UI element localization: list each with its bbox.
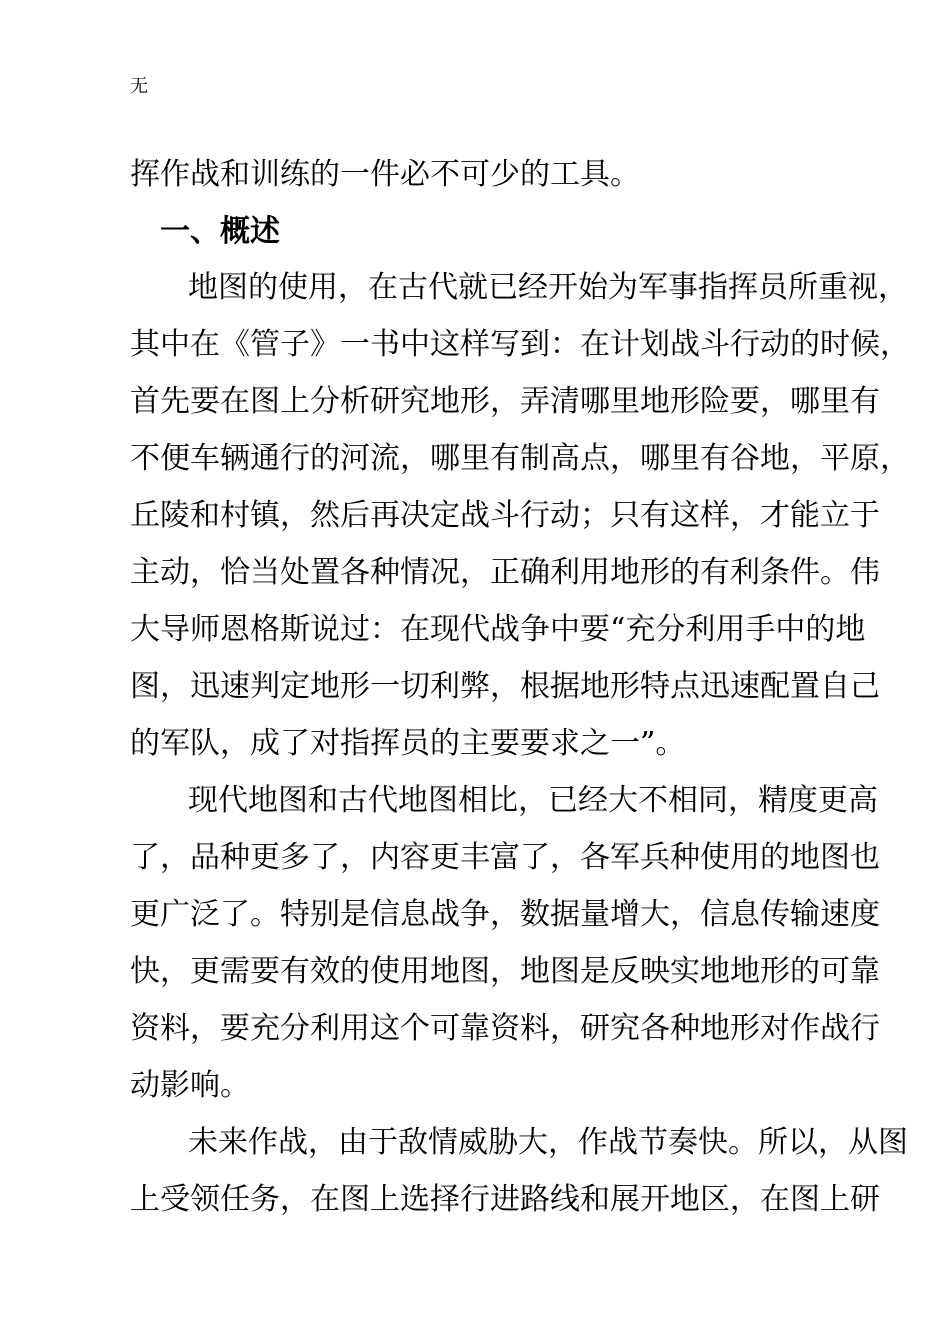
section-heading: 一、概述 <box>160 214 280 249</box>
text-line: 挥作战和训练的一件必不可少的工具。 <box>130 157 640 192</box>
paragraph-first-line: 未来作战，由于敌情威胁大，作战节奏快。所以，从图 <box>188 1125 908 1160</box>
text-line: 不便车辆通行的河流，哪里有制高点，哪里有谷地，平原， <box>130 441 910 476</box>
text-line: 快，更需要有效的使用地图，地图是反映实地地形的可靠 <box>130 954 880 989</box>
text-line: 更广泛了。特别是信息战争，数据量增大，信息传输速度 <box>130 897 880 932</box>
text-line: 资料，要充分利用这个可靠资料，研究各种地形对作战行 <box>130 1011 880 1046</box>
text-line: 动影响。 <box>130 1068 250 1103</box>
paragraph-first-line: 地图的使用，在古代就已经开始为军事指挥员所重视， <box>188 270 908 305</box>
text-line: 了，品种更多了，内容更丰富了，各军兵种使用的地图也 <box>130 840 880 875</box>
text-line: 上受领任务，在图上选择行进路线和展开地区，在图上研 <box>130 1182 880 1217</box>
text-line: 大导师恩格斯说过：在现代战争中要“充分利用手中的地 <box>130 612 866 647</box>
header-mark: 无 <box>130 76 148 97</box>
text-line: 的军队，成了对指挥员的主要要求之一”。 <box>130 726 686 761</box>
text-line: 主动，恰当处置各种情况，正确利用地形的有利条件。伟 <box>130 555 880 590</box>
paragraph-first-line: 现代地图和古代地图相比，已经大不相同，精度更高 <box>188 783 878 818</box>
text-line: 图，迅速判定地形一切利弊，根据地形特点迅速配置自己 <box>130 669 880 704</box>
text-line: 其中在《管子》一书中这样写到：在计划战斗行动的时候， <box>130 327 910 362</box>
text-line: 首先要在图上分析研究地形，弄清哪里地形险要，哪里有 <box>130 384 880 419</box>
text-line: 丘陵和村镇，然后再决定战斗行动；只有这样，才能立于 <box>130 498 880 533</box>
